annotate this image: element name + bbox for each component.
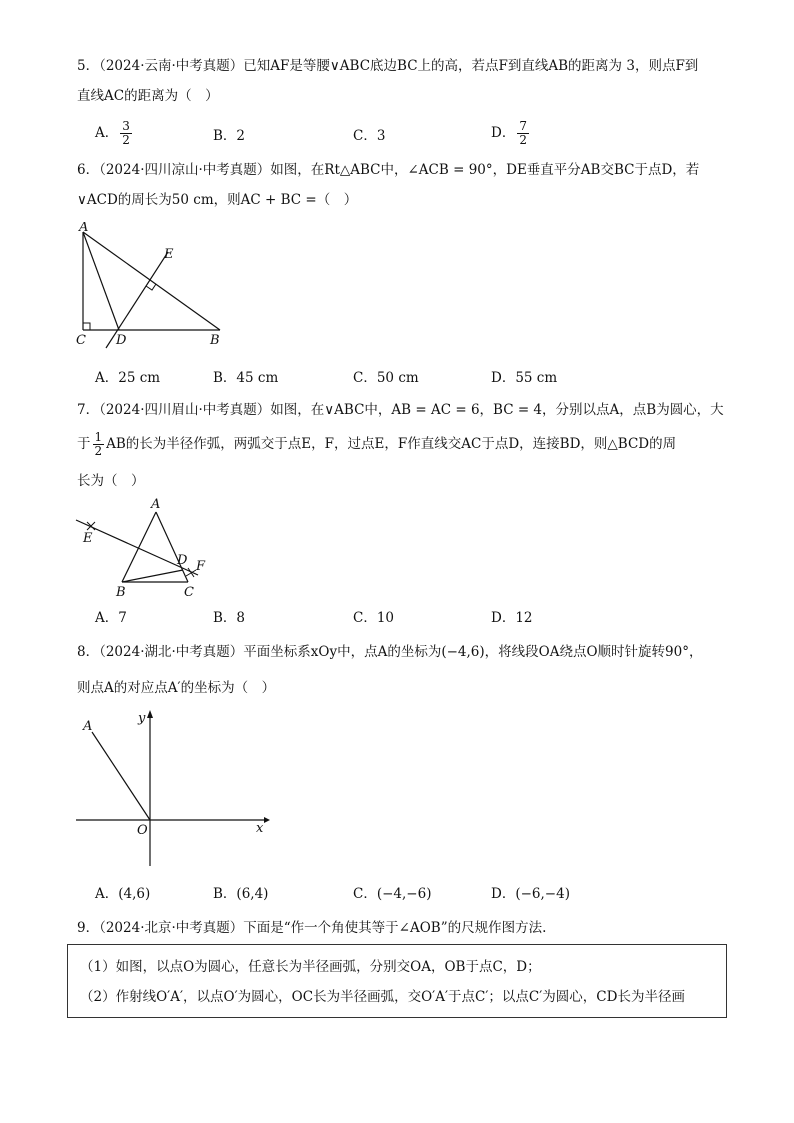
q7-stem-line1: 7．（2024·四川眉山·中考真题）如图，在∨ABC中，AB = AC = 6，BC = 4，分别以点A，点B为圆心，大 — [77, 402, 724, 418]
q7-label-d: D — [177, 553, 188, 568]
q8-stem-line1: 8．（2024·湖北·中考真题）平面坐标系xOy中，点A的坐标为(−4,6)，将线段OA绕点O顺时针旋转90°， — [77, 644, 703, 660]
q8-label-x: x — [256, 821, 264, 836]
q7-options — [95, 606, 735, 628]
q7-fraction-numerator: 1 — [94, 430, 103, 444]
q7-option-a[interactable]: A．7 — [95, 610, 127, 626]
q5-option-c[interactable]: C．3 — [353, 128, 386, 144]
q6-label-e: E — [164, 247, 174, 262]
q8-label-a: A — [83, 719, 93, 734]
q6-option-c[interactable]: C．50 cm — [353, 370, 419, 386]
q5-option-d[interactable]: D． $\frac{7}{2}$ — [491, 119, 527, 147]
q6-label-c: C — [76, 333, 86, 348]
q7-label-a: A — [151, 497, 161, 512]
q8-label-y: y — [138, 711, 146, 726]
q9-step-1: （1）如图，以点O为圆心，任意长为半径画弧，分别交OA，OB于点C，D； — [80, 959, 541, 975]
q8-label-o: O — [137, 823, 148, 838]
q5-option-a[interactable]: A． $\frac{3}{2}$ — [95, 119, 130, 147]
q5-option-a-numerator: 3 — [122, 119, 130, 133]
q7-label-b: B — [116, 585, 126, 600]
q5-stem-line1: 5．（2024·云南·中考真题）已知AF是等腰∨ABC底边BC上的高，若点F到直线AB的距离为 3，则点F到 — [77, 58, 699, 74]
q9-step-2: （2）作射线O′A′，以点O′为圆心，OC长为半径画弧，交O′A′于点C′；以点C′为圆心，CD长为半径画 — [80, 989, 685, 1005]
q9-method-box — [67, 944, 727, 1018]
q8-option-c[interactable]: C．(−4,−6) — [353, 886, 432, 902]
q8-option-b[interactable]: B．(6,4) — [213, 886, 269, 902]
q8-stem-line2: 则点A的对应点A′的坐标为（ ） — [77, 680, 276, 696]
q5-option-b[interactable]: B．2 — [213, 128, 246, 144]
q6-label-a: A — [79, 222, 89, 235]
q6-stem-line2: ∨ACD的周长为50 cm，则AC + BC =（ ） — [77, 192, 358, 208]
q5-stem-line2: 直线AC的距离为（ ） — [77, 88, 219, 104]
q6-options — [95, 366, 735, 388]
q7-label-e: E — [83, 531, 93, 546]
q8-coordinate-figure — [70, 706, 270, 868]
q8-options — [95, 882, 735, 904]
q8-option-d[interactable]: D．(−6,−4) — [491, 886, 570, 902]
q5-options — [95, 119, 735, 147]
q6-option-a[interactable]: A．25 cm — [95, 370, 161, 386]
q6-stem-line1: 6．（2024·四川凉山·中考真题）如图，在Rt△ABC中，∠ACB = 90°，DE垂直平分AB交BC于点D，若 — [77, 162, 700, 178]
q5-option-d-numerator: 7 — [519, 119, 527, 133]
q7-triangle-figure — [70, 494, 220, 600]
q6-option-b[interactable]: B．45 cm — [213, 370, 279, 386]
q8-option-a[interactable]: A．(4,6) — [95, 886, 151, 902]
q7-option-c[interactable]: C．10 — [353, 610, 395, 626]
q5-option-d-denominator: 2 — [519, 133, 527, 147]
q7-stem-line2: 于 $\frac{1}{2}$ AB的长为半径作弧，两弧交于点E，F，过点E，F作直线交AC于点D，连接BD，则△BCD的周 — [77, 430, 677, 458]
q6-option-d[interactable]: D．55 cm — [491, 370, 558, 386]
q6-label-d: D — [116, 333, 127, 348]
q7-label-f: F — [196, 559, 206, 574]
q5-option-a-denominator: 2 — [122, 133, 130, 147]
q7-fraction-denominator: 2 — [94, 444, 103, 458]
q7-stem-line3: 长为（ ） — [77, 473, 145, 489]
q7-option-d[interactable]: D．12 — [491, 610, 533, 626]
q6-triangle-figure — [70, 222, 240, 350]
q9-stem-line1: 9．（2024·北京·中考真题）下面是“作一个角使其等于∠AOB”的尺规作图方法. — [77, 920, 547, 936]
q6-label-b: B — [210, 333, 220, 348]
q7-label-c: C — [184, 585, 194, 600]
q7-option-b[interactable]: B．8 — [213, 610, 246, 626]
